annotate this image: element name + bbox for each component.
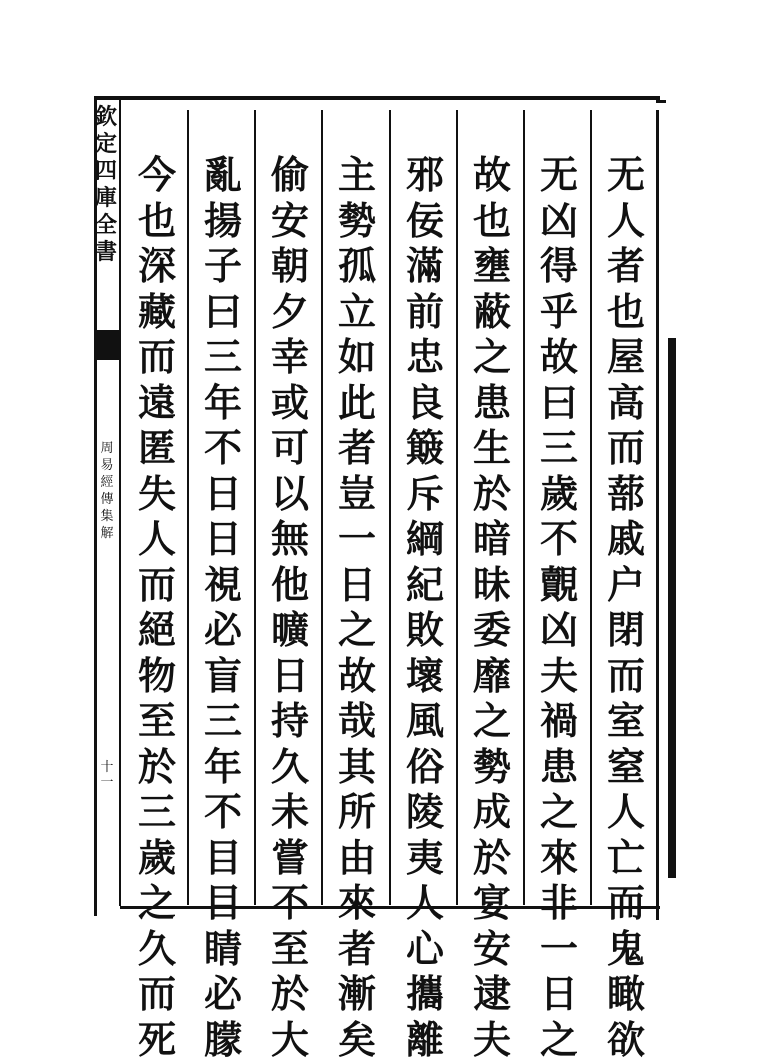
column-divider bbox=[590, 110, 592, 905]
text-column-7: 亂揚子曰三年不日日視必盲三年不目目睛必朦 bbox=[203, 152, 242, 1062]
text-column-2: 无凶得乎故曰三歲不覿凶夫禍患之來非一日之 bbox=[539, 152, 578, 1062]
frame-right-border bbox=[656, 110, 659, 920]
text-column-4: 邪佞滿前忠良簸斥綱紀敗壞風俗陵夷人心攜離 bbox=[405, 152, 444, 1062]
column-divider bbox=[254, 110, 256, 905]
margin-page-number: 十一 bbox=[100, 760, 114, 790]
text-column-1: 无人者也屋高而蔀戚户閉而室窒人亡而鬼瞰欲 bbox=[606, 152, 645, 1062]
text-column-5: 主勢孤立如此者豈一日之故哉其所由來者漸矣 bbox=[337, 152, 376, 1062]
frame-corner-tick bbox=[656, 100, 666, 103]
column-divider bbox=[456, 110, 458, 905]
frame-top-border bbox=[94, 96, 660, 100]
column-divider bbox=[523, 110, 525, 905]
text-column-3: 故也壅蔽之患生於暗昧委靡之勢成於宴安逮夫 bbox=[472, 152, 511, 1062]
column-divider bbox=[321, 110, 323, 905]
text-column-8: 今也深藏而遠匿失人而絕物至於三歲之久而死 bbox=[137, 152, 176, 1062]
column-divider bbox=[187, 110, 189, 905]
text-column-6: 偷安朝夕幸或可以無他曠日持久未嘗不至於大 bbox=[270, 152, 309, 1062]
fish-tail-mark bbox=[97, 330, 119, 360]
column-divider bbox=[389, 110, 391, 905]
page-edge-bar bbox=[668, 338, 676, 878]
margin-book-title: 周易經傳集解 bbox=[100, 441, 114, 541]
margin-title: 欽定四庫全書 bbox=[94, 104, 117, 265]
